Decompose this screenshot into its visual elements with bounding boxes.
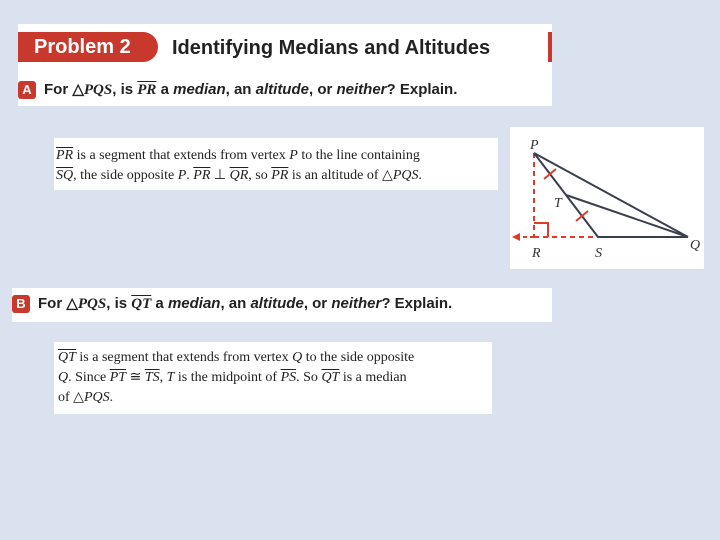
triangle-symbol: △: [66, 295, 78, 312]
segment-ts: $\overline{TS}$: [144, 370, 160, 385]
answer-b-line-1: [58, 348, 492, 368]
point-t: T: [166, 370, 175, 385]
answer-a-line-2: [56, 166, 498, 186]
question-text: a: [156, 81, 174, 98]
segment-qt: $\overline{QT}$: [321, 370, 340, 385]
answer-text: ,: [159, 370, 167, 385]
answer-text: is a median: [339, 370, 407, 385]
answer-text: .: [109, 390, 114, 405]
problem-title: Identifying Medians and Altitudes: [172, 37, 491, 59]
answer-text: .: [186, 168, 194, 183]
question-text: ? Explain.: [386, 81, 458, 98]
question-text: For: [38, 295, 67, 312]
median-qt: [566, 195, 688, 237]
problem-badge: Problem 2: [18, 32, 158, 62]
answer-b: [54, 342, 492, 414]
triangle-name: PQS: [83, 390, 110, 405]
question-text: , an: [225, 81, 256, 98]
triangle-name: PQS: [77, 296, 107, 312]
triangle-symbol: △: [382, 168, 393, 183]
perpendicular-symbol: ⊥: [210, 168, 230, 183]
question-text: , or: [308, 81, 337, 98]
answer-text: , so: [248, 168, 272, 183]
tick-ts: [576, 211, 588, 221]
question-b: [12, 294, 552, 313]
term-neither: neither: [336, 81, 387, 98]
problem-header: [18, 24, 552, 106]
segment-qt: $\overline{QT}$: [58, 350, 76, 365]
triangle-figure: [510, 127, 704, 269]
vertex-p: P: [289, 148, 298, 163]
question-text: , is: [112, 81, 138, 98]
vertex-p: P: [177, 168, 187, 183]
answer-text: of: [58, 390, 74, 405]
answer-a: [54, 138, 498, 190]
vertex-q: Q: [292, 350, 303, 365]
tick-pt: [544, 169, 556, 179]
question-text: a: [151, 295, 168, 312]
segment-sq: $\overline{SQ}$: [56, 168, 74, 183]
answer-text: to the side opposite: [302, 350, 415, 365]
triangle-name: PQS: [392, 168, 419, 183]
term-neither: neither: [331, 295, 382, 312]
answer-b-line-3: [58, 388, 492, 408]
header-accent-edge: [548, 32, 552, 62]
segment-qt: $\overline{QT}$: [131, 296, 152, 312]
triangle-symbol: △: [72, 81, 84, 98]
answer-text: is a segment that extends from vertex: [73, 148, 290, 163]
question-text: , an: [220, 295, 251, 312]
question-text: ? Explain.: [381, 295, 453, 312]
answer-text: is a segment that extends from vertex: [75, 350, 293, 365]
question-a: [18, 80, 457, 99]
term-altitude: altitude: [255, 81, 309, 98]
label-q: Q: [690, 238, 701, 253]
segment-qr: $\overline{QR}$: [229, 168, 249, 183]
label-p: P: [530, 138, 539, 153]
answer-text: . Since: [68, 370, 110, 385]
term-altitude: altitude: [250, 295, 304, 312]
segment-pr: $\overline{PR}$: [56, 148, 74, 163]
question-b-bar: [12, 288, 552, 322]
segment-pr: $\overline{PR}$: [271, 168, 289, 183]
triangle-name: PQS: [83, 82, 113, 98]
answer-text: .: [418, 168, 422, 183]
question-text: , or: [303, 295, 332, 312]
question-a-letter: A: [18, 81, 36, 99]
answer-text: , the side opposite: [73, 168, 178, 183]
segment-pr: $\overline{PR}$: [137, 82, 157, 98]
term-median: median: [173, 81, 226, 98]
segment-ps: $\overline{PS}$: [280, 370, 297, 385]
question-text: For: [44, 81, 73, 98]
extension-arrowhead: [512, 233, 520, 241]
answer-text: to the line containing: [297, 148, 420, 163]
question-text: , is: [106, 295, 132, 312]
congruent-symbol: ≅: [126, 370, 145, 385]
term-median: median: [167, 295, 221, 312]
right-angle-mark: [534, 223, 548, 237]
answer-text: is the midpoint of: [174, 370, 281, 385]
vertex-q: Q: [58, 370, 69, 385]
triangle-symbol: △: [73, 390, 84, 405]
answer-text: is an altitude of: [288, 168, 383, 183]
answer-a-line-1: [56, 146, 498, 166]
label-t: T: [554, 196, 562, 211]
segment-pr: $\overline{PR}$: [193, 168, 211, 183]
label-r: R: [532, 246, 541, 261]
segment-pt: $\overline{PT}$: [109, 370, 127, 385]
answer-text: . So: [296, 370, 322, 385]
label-s: S: [595, 246, 602, 261]
question-b-letter: B: [12, 295, 30, 313]
answer-b-line-2: [58, 368, 492, 388]
triangle-diagram: [510, 127, 704, 269]
side-pq: [534, 153, 688, 237]
